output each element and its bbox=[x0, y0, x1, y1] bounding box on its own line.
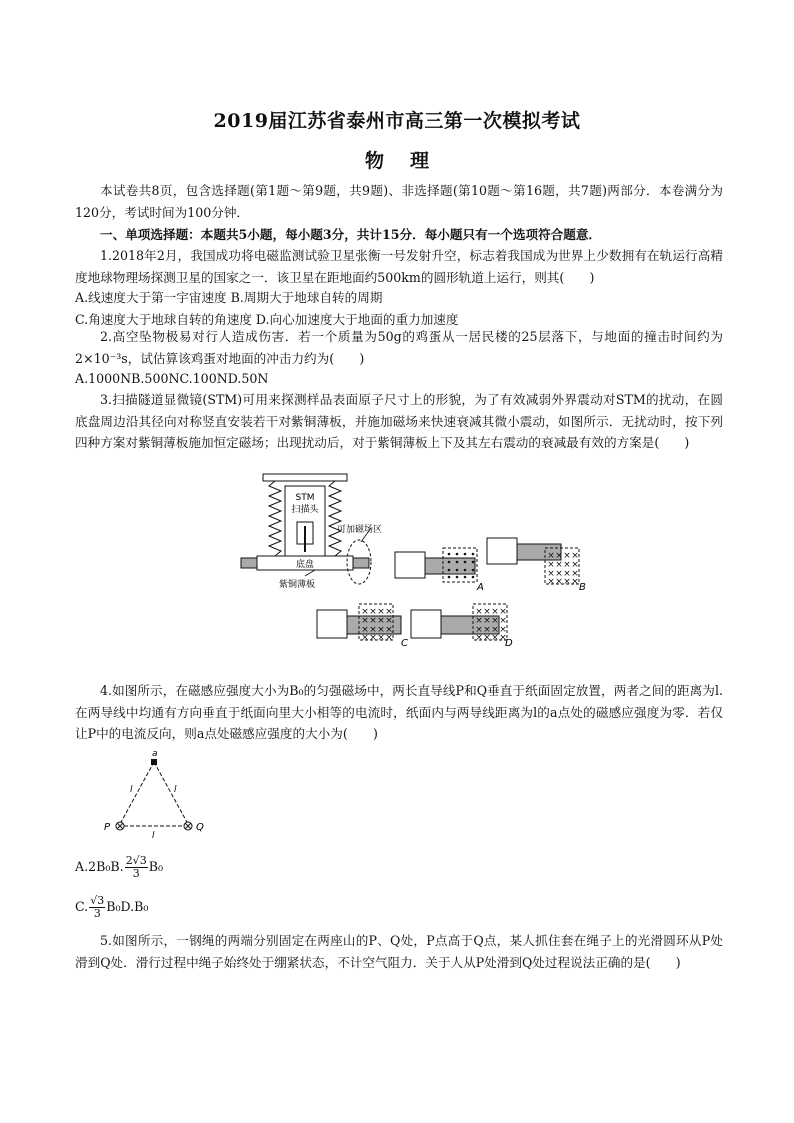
svg-text:×: × bbox=[361, 625, 369, 635]
stm-left-spring bbox=[269, 481, 281, 556]
option-b-denominator: 3 bbox=[132, 867, 140, 880]
stm-right-spring bbox=[329, 481, 341, 556]
plate-label: 紫铜薄板 bbox=[279, 580, 316, 590]
point-q-label: Q bbox=[196, 822, 204, 833]
svg-text:×: × bbox=[385, 625, 393, 635]
stm-top-bar bbox=[263, 474, 347, 481]
copper-plate-right bbox=[353, 558, 369, 568]
svg-text:×: × bbox=[555, 569, 563, 579]
option-c-prefix: C. bbox=[75, 899, 89, 914]
point-a-marker bbox=[151, 759, 157, 765]
side-aq bbox=[154, 762, 188, 824]
svg-text:×: × bbox=[377, 625, 385, 635]
copper-plate-left bbox=[241, 558, 257, 568]
scheme-b-label: B bbox=[579, 582, 586, 593]
option-b-fraction bbox=[125, 855, 148, 880]
scheme-c bbox=[317, 604, 408, 649]
svg-text:×: × bbox=[491, 607, 499, 617]
question-4-options-cd bbox=[75, 895, 149, 920]
question-4-options-ab bbox=[75, 855, 163, 880]
svg-text:×: × bbox=[385, 616, 393, 626]
svg-text:×: × bbox=[369, 607, 377, 617]
scheme-d-label: D bbox=[505, 638, 513, 649]
question-1-stem: 1.2018年2月，我国成功将电磁监测试验卫星张衡一号发射升空，标志着我国成为世界上少数拥有在轨运行高精度地球物理场探测卫星的国家之一．该卫星在距地面约500km的圆形轨道上运行，则其( ) bbox=[75, 248, 723, 285]
question-4-stem: 4.如图所示，在磁感应强度大小为B₀的匀强磁场中，两长直导线P和Q垂直于纸面固定放置，两者之间的距离为l.在两导线中均通有方向垂直于纸面向里大小相等的电流时，纸面内与两导线距离为l的a点处的磁感应强度为零．若仅让P中的电流反向，则a点处磁感应强度的大小为( ) bbox=[75, 683, 723, 741]
svg-text:×: × bbox=[385, 633, 393, 643]
svg-text:×: × bbox=[475, 607, 483, 617]
svg-text:×: × bbox=[555, 551, 563, 561]
svg-text:×: × bbox=[571, 569, 579, 579]
triangle-figure bbox=[100, 750, 220, 840]
option-c-numerator: √3 bbox=[90, 894, 105, 907]
question-3-stem: 3.扫描隧道显微镜(STM)可用来探测样品表面原子尺寸上的形貌，为了有效减弱外界震动对STM的扰动，在圆底盘周边沿其径向对称竖直安装若干对紫铜薄板，并施加磁场来快速衰减其微小震动，如图所示．无扰动时，按下列四种方案对紫铜薄板施加恒定磁场；出现扰动后，对于紫铜薄板上下及其左右震动的衰减最有效的方案是( ) bbox=[75, 392, 723, 450]
svg-text:×: × bbox=[563, 569, 571, 579]
stm-scan-label: 扫描头 bbox=[291, 505, 319, 515]
option-b-numerator: 2√3 bbox=[125, 854, 147, 867]
svg-text:×: × bbox=[547, 577, 555, 587]
svg-text:×: × bbox=[377, 633, 385, 643]
point-p-label: P bbox=[104, 822, 111, 833]
svg-text:×: × bbox=[475, 625, 483, 635]
side-ap-label: l bbox=[130, 785, 133, 795]
zone-label: 可加磁场区 bbox=[337, 525, 383, 535]
point-q-marker bbox=[184, 822, 192, 830]
scheme-b bbox=[487, 538, 586, 593]
svg-text:×: × bbox=[361, 633, 369, 643]
svg-text:×: × bbox=[547, 551, 555, 561]
base-label: 底盘 bbox=[295, 560, 315, 570]
option-c-unit: B₀ bbox=[106, 899, 121, 914]
svg-text:×: × bbox=[369, 633, 377, 643]
side-pq-label: l bbox=[152, 831, 155, 840]
svg-text:×: × bbox=[361, 607, 369, 617]
intro-text: 本试卷共8页，包含选择题(第1题～第9题，共9题)、非选择题(第10题～第16题，共7题)两部分．本卷满分为120分，考试时间为100分钟． bbox=[75, 183, 723, 220]
svg-text:×: × bbox=[483, 616, 491, 626]
scheme-d bbox=[411, 604, 513, 649]
svg-text:×: × bbox=[369, 616, 377, 626]
svg-text:×: × bbox=[499, 633, 507, 643]
question-1-options-ab: A.线速度大于第一宇宙速度 B.周期大于地球自转的周期 bbox=[75, 290, 383, 305]
section-heading: 一、单项选择题：本题共5小题，每小题3分，共计15分．每小题只有一个选项符合题意． bbox=[100, 227, 602, 242]
svg-text:×: × bbox=[499, 625, 507, 635]
svg-text:×: × bbox=[571, 577, 579, 587]
svg-text:×: × bbox=[563, 577, 571, 587]
svg-text:×: × bbox=[475, 616, 483, 626]
option-c-fraction bbox=[89, 895, 105, 920]
scheme-a-label: A bbox=[477, 582, 484, 593]
option-b-unit: B₀ bbox=[148, 859, 164, 874]
scheme-a bbox=[395, 548, 484, 593]
svg-text:×: × bbox=[475, 633, 483, 643]
point-a-label: a bbox=[152, 750, 158, 759]
svg-text:×: × bbox=[555, 560, 563, 570]
page-title: 2019届江苏省泰州市高三第一次模拟考试 bbox=[213, 110, 581, 132]
svg-text:×: × bbox=[499, 607, 507, 617]
scheme-c-label: C bbox=[401, 638, 408, 649]
subject-title: 物理 bbox=[364, 150, 455, 172]
question-1-options-cd: C.角速度大于地球自转的角速度 D.向心加速度大于地面的重力加速度 bbox=[75, 312, 459, 327]
svg-text:×: × bbox=[369, 625, 377, 635]
option-b-prefix: B. bbox=[110, 859, 124, 874]
question-5-stem: 5.如图所示，一钢绳的两端分别固定在两座山的P、Q处，P点高于Q点，某人抓住套在绳子上的光滑圆环从P处滑到Q处．滑行过程中绳子始终处于绷紧状态，不计空气阻力．关于人从P处滑到Q处过程说法正确的是( ) bbox=[75, 933, 723, 970]
svg-text:×: × bbox=[547, 569, 555, 579]
option-a: A.2B₀ bbox=[75, 859, 111, 874]
option-d: D.B₀ bbox=[120, 899, 149, 914]
svg-text:×: × bbox=[377, 607, 385, 617]
svg-text:×: × bbox=[385, 607, 393, 617]
stm-label: STM bbox=[295, 493, 315, 503]
svg-text:×: × bbox=[491, 616, 499, 626]
svg-text:×: × bbox=[571, 551, 579, 561]
stm-figure bbox=[235, 470, 615, 660]
svg-text:×: × bbox=[491, 633, 499, 643]
svg-text:×: × bbox=[361, 616, 369, 626]
svg-text:×: × bbox=[571, 560, 579, 570]
svg-text:×: × bbox=[563, 551, 571, 561]
svg-text:×: × bbox=[563, 560, 571, 570]
question-2-options: A.1000NB.500NC.100ND.50N bbox=[75, 371, 269, 386]
svg-text:×: × bbox=[547, 560, 555, 570]
point-p-marker bbox=[116, 822, 124, 830]
svg-text:×: × bbox=[483, 633, 491, 643]
side-ap bbox=[120, 762, 154, 824]
svg-text:×: × bbox=[491, 625, 499, 635]
side-aq-label: l bbox=[174, 785, 177, 795]
svg-text:×: × bbox=[377, 616, 385, 626]
svg-text:×: × bbox=[483, 607, 491, 617]
svg-text:×: × bbox=[483, 625, 491, 635]
svg-text:×: × bbox=[555, 577, 563, 587]
svg-text:×: × bbox=[499, 616, 507, 626]
question-2-stem: 2.高空坠物极易对行人造成伤害．若一个质量为50g的鸡蛋从一居民楼的25层落下，与地面的撞击时间约为2×10⁻³s，试估算该鸡蛋对地面的冲击力约为( ) bbox=[75, 329, 723, 366]
option-c-denominator: 3 bbox=[93, 907, 101, 920]
